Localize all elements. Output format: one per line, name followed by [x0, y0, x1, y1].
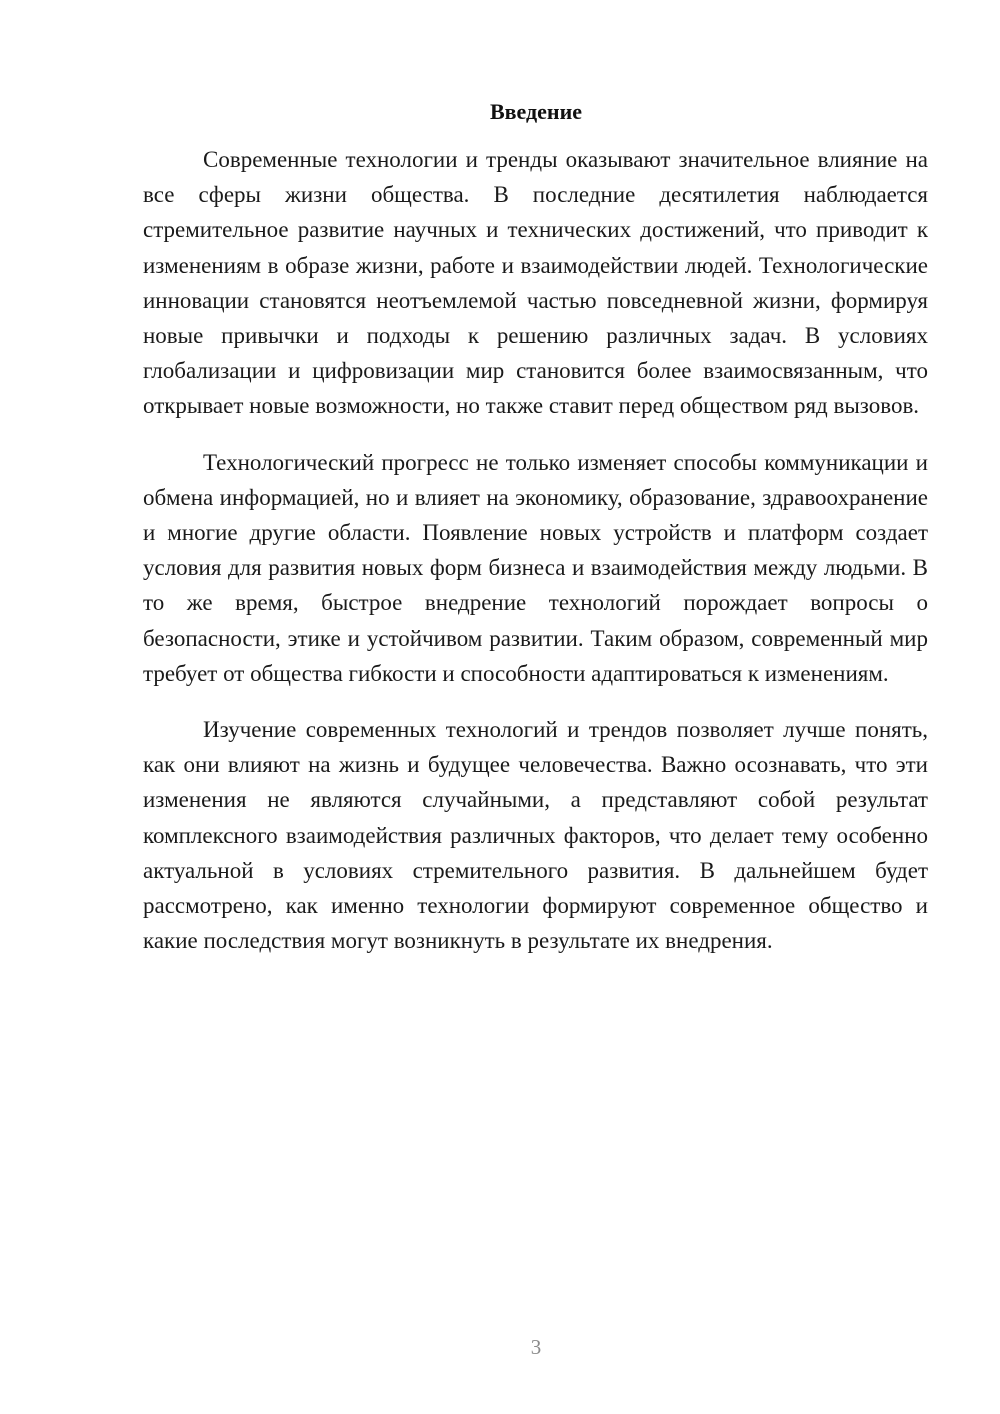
body-text: [143, 142, 928, 979]
page-number: 3: [530, 1335, 542, 1359]
paragraph-3: Изучение современных технологий и трендов позволяет лучше понять, как они влияют на жизнь и будущее человечества. Важно осознавать, что эти изменения не являются случайными, а представляют собой результат комплексного взаимодействия различных факторов, что делает тему особенно актуальной в условиях стремительного развития. В дальнейшем будет рассмотрено, как именно технологии формируют современное общество и какие последствия могут возникнуть в результате их внедрения.: [143, 717, 928, 954]
paragraph-1: Современные технологии и тренды оказывают значительное влияние на все сферы жизни общества. В последние десятилетия наблюдается стремительное развитие научных и технических достижений, что приводит к изменениям в образе жизни, работе и взаимодействии людей. Технологические инновации становятся неотъемлемой частью повседневной жизни, формируя новые привычки и подходы к решению различных задач. В условиях глобализации и цифровизации мир становится более взаимосвязанным, что открывает новые возможности, но также ставит перед обществом ряд вызовов.: [143, 147, 928, 419]
paragraph-2: Технологический прогресс не только изменяет способы коммуникации и обмена информацией, но и влияет на экономику, образование, здравоохранение и многие другие области. Появление новых устройств и платформ создает условия для развития новых форм бизнеса и взаимодействия между людьми. В то же время, быстрое внедрение технологий порождает вопросы о безопасности, этике и устойчивом развитии. Таким образом, современный мир требует от общества гибкости и способности адаптироваться к изменениям.: [143, 449, 928, 686]
section-title: Введение: [489, 99, 583, 124]
